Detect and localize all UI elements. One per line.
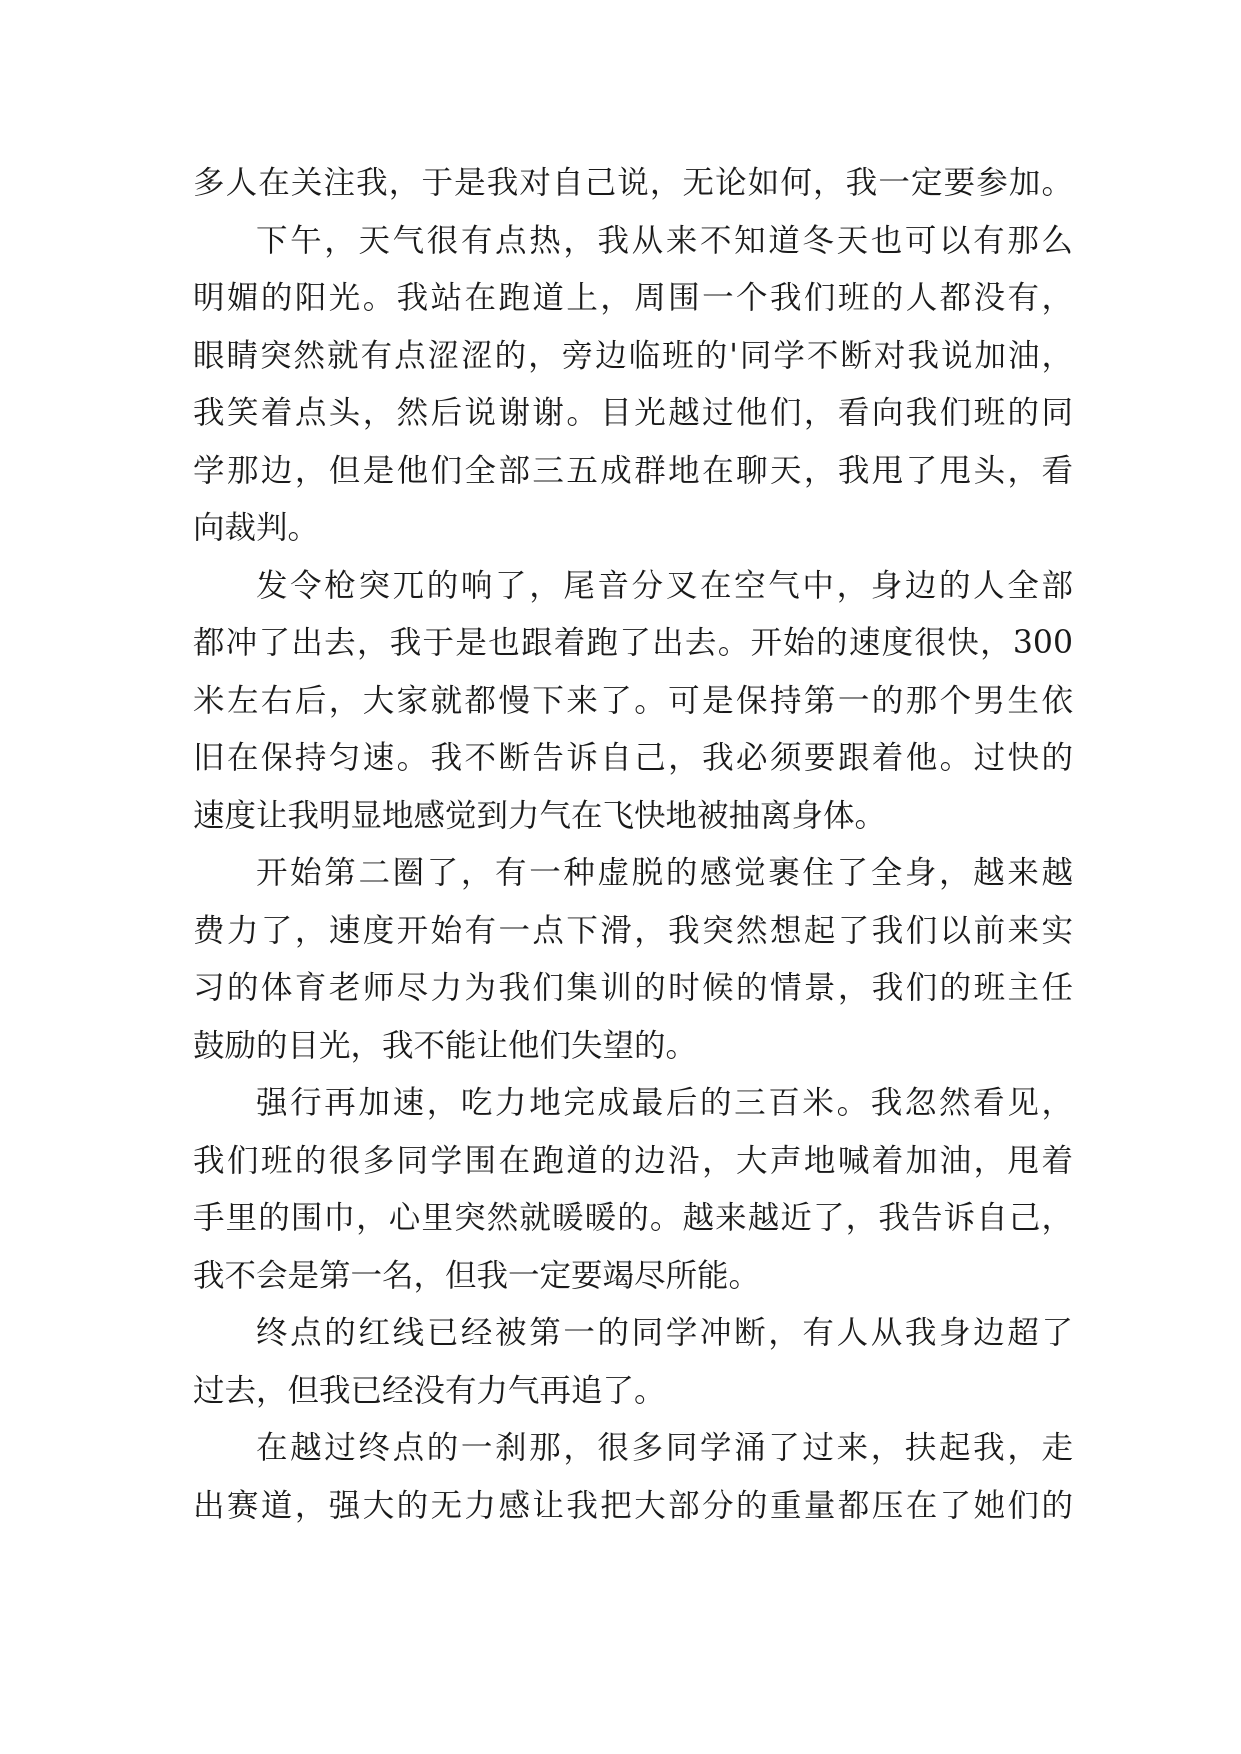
text-line: 我们班的很多同学围在跑道的边沿，大声地喊着加油，甩着 [193, 1142, 1073, 1179]
paragraph-last-line: 速度让我明显地感觉到力气在飞快地被抽离身体。 [193, 797, 887, 834]
text-line: 多人在关注我，于是我对自己说，无论如何，我一定要参加。 [193, 165, 1073, 201]
text-line: 学那边，但是他们全部三五成群地在聊天，我甩了甩头，看 [193, 452, 1073, 489]
paragraph-last-line: 鼓励的目光，我不能让他们失望的。 [193, 1027, 698, 1064]
document-body-text [193, 155, 1073, 1535]
paragraph-first-line: 强行再加速，吃力地完成最后的三百米。我忽然看见， [256, 1085, 1073, 1121]
paragraph-last-line: 过去，但我已经没有力气再追了。 [193, 1372, 666, 1409]
paragraph-last-line: 我不会是第一名，但我一定要竭尽所能。 [193, 1257, 761, 1294]
text-line: 米左右后，大家就都慢下来了。可是保持第一的那个男生依 [193, 682, 1073, 719]
text-line: 都冲了出去，我于是也跟着跑了出去。开始的速度很快，300 [193, 625, 1073, 661]
text-line: 手里的围巾，心里突然就暖暖的。越来越近了，我告诉自己， [193, 1200, 1073, 1236]
text-line: 旧在保持匀速。我不断告诉自己，我必须要跟着他。过快的 [193, 740, 1073, 776]
text-line: 眼睛突然就有点涩涩的，旁边临班的'同学不断对我说加油， [193, 337, 1073, 374]
paragraph-first-line: 终点的红线已经被第一的同学冲断，有人从我身边超了 [256, 1315, 1073, 1351]
paragraph-first-line: 发令枪突兀的响了，尾音分叉在空气中，身边的人全部 [256, 567, 1073, 604]
text-line: 明媚的阳光。我站在跑道上，周围一个我们班的人都没有， [193, 280, 1073, 316]
text-line: 出赛道，强大的无力感让我把大部分的重量都压在了她们的 [193, 1487, 1073, 1524]
text-line: 我笑着点头，然后说谢谢。目光越过他们，看向我们班的同 [193, 395, 1073, 431]
paragraph-first-line: 下午，天气很有点热，我从来不知道冬天也可以有那么 [256, 222, 1073, 259]
paragraph-first-line: 在越过终点的一刹那，很多同学涌了过来，扶起我，走 [256, 1430, 1073, 1466]
paragraph-first-line: 开始第二圈了，有一种虚脱的感觉裹住了全身，越来越 [256, 855, 1073, 891]
paragraph-last-line: 向裁判。 [193, 510, 320, 546]
text-line: 费力了，速度开始有一点下滑，我突然想起了我们以前来实 [193, 912, 1073, 949]
text-line: 习的体育老师尽力为我们集训的时候的情景，我们的班主任 [193, 970, 1073, 1006]
